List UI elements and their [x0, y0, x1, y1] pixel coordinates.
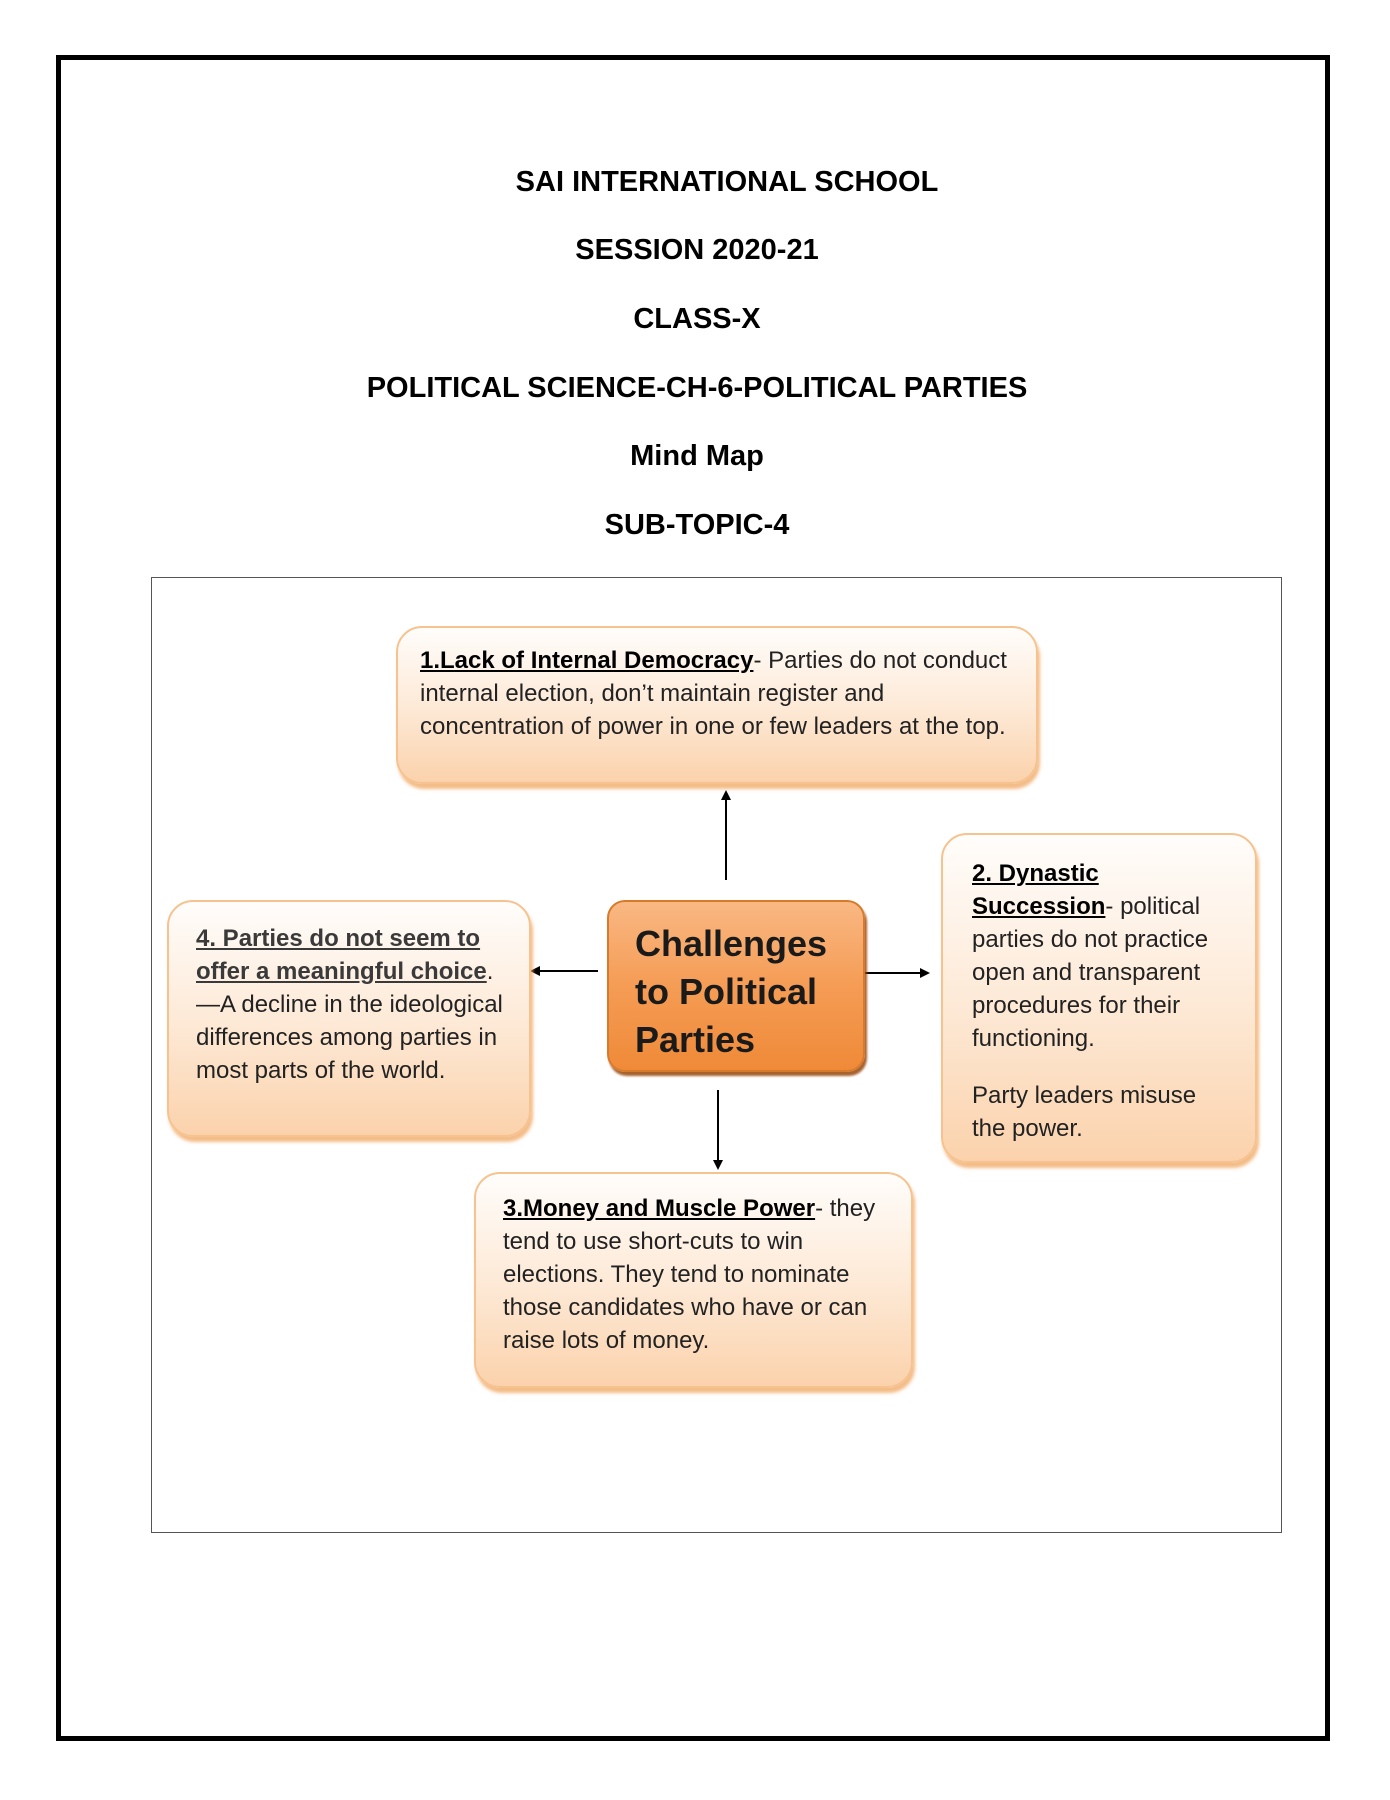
session-title: SESSION 2020-21 [575, 234, 819, 266]
node3-body: - they tend to use short-cuts to win elections. They tend to nominate those candidates who have or can raise lots of money. [503, 1195, 876, 1354]
node2-body: - political parties do not practice open and transparent procedures for their functioning. [972, 893, 1209, 1052]
central-topic-line3: Parties [635, 1019, 756, 1060]
central-topic-line1: Challenges [635, 923, 828, 964]
school-name: SAI INTERNATIONAL SCHOOL [515, 166, 939, 198]
node2-heading-line2: Succession [972, 893, 1106, 920]
node-money-muscle-power [474, 1172, 913, 1388]
central-topic-line2: to Political [635, 971, 818, 1012]
node4-body: .—A decline in the ideological differences among parties in most parts of the world. [196, 958, 503, 1084]
chapter-title: POLITICAL SCIENCE-CH-6-POLITICAL PARTIES [366, 372, 1028, 404]
node2-heading-line1: 2. Dynastic [972, 860, 1099, 887]
node1-heading: 1.Lack of Internal Democracy [420, 647, 754, 674]
node4-heading: 4. Parties do not seem to offer a meaningful choice [196, 925, 487, 985]
node3-heading: 3.Money and Muscle Power [503, 1195, 816, 1222]
class-title: CLASS-X [633, 303, 761, 335]
node-meaningful-choice [167, 900, 531, 1137]
node-internal-democracy [396, 626, 1038, 784]
subtopic-title: SUB-TOPIC-4 [604, 509, 790, 541]
document-type: Mind Map [630, 440, 764, 472]
node1-body: - Parties do not conduct internal election, don’t maintain register and concentration of power in one or few leaders at the top. [420, 647, 1007, 740]
node-dynastic-succession [941, 833, 1257, 1163]
node2-body2: Party leaders misuse the power. [972, 1082, 1197, 1142]
central-topic [607, 900, 865, 1072]
